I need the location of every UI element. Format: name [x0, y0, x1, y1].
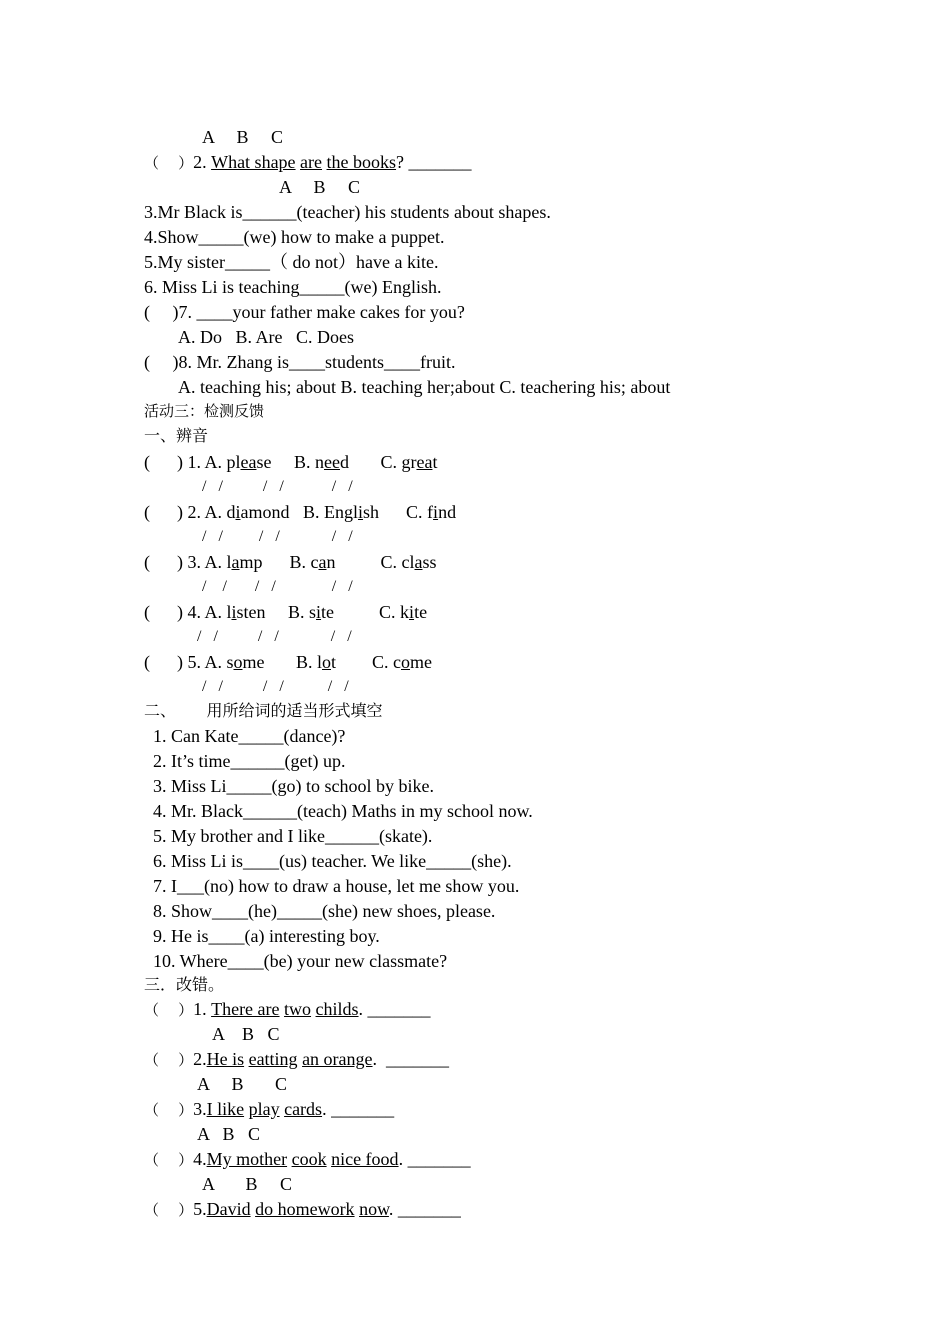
- fill-item-6: 6. Miss Li is____(us) teacher. We like_____(she).: [153, 851, 512, 871]
- underlined-segment: I like: [206, 1099, 245, 1119]
- fill-item-8: 8. Show____(he)_____(she) new shoes, please.: [153, 901, 496, 921]
- text-segment: me B. l: [242, 652, 322, 672]
- question-lead: ( ) 4. A. l: [144, 602, 232, 622]
- text-segment: ss: [422, 552, 437, 572]
- fill-item-3: 3. Miss Li_____(go) to school by bike.: [153, 776, 434, 796]
- choice-question-8: ( )8. Mr. Zhang is____students____fruit.: [144, 352, 456, 372]
- answer-paren: （ ）: [144, 1201, 194, 1219]
- options-abc: A B C: [197, 1124, 261, 1144]
- underlined-letters: o: [322, 652, 331, 672]
- underlined-segment: now: [359, 1199, 389, 1219]
- text-segment: 3.: [193, 1099, 207, 1119]
- phonetic-slashes: / / / / / /: [202, 578, 353, 595]
- underlined-letters: i: [316, 602, 322, 622]
- answer-paren: （ ）: [144, 1051, 194, 1069]
- text-segment: 5.: [193, 1199, 207, 1219]
- answer-paren: （ ）: [144, 154, 194, 172]
- text-segment: te: [414, 602, 428, 622]
- phonetic-slashes: / / / / / /: [202, 678, 349, 695]
- section-heading-2: 二、 用所给词的适当形式填空: [144, 701, 383, 720]
- fill-item-9: 9. He is____(a) interesting boy.: [153, 926, 380, 946]
- fill-item-4: 4. Mr. Black______(teach) Maths in my school now.: [153, 801, 533, 821]
- underlined-segment: childs: [315, 999, 359, 1019]
- text-segment: 2.: [193, 152, 212, 172]
- text-segment: sh C. f: [363, 502, 434, 522]
- text-segment: .: [322, 1099, 332, 1119]
- options-abc: A B C: [212, 1024, 280, 1044]
- activity-heading: 活动三：检测反馈: [144, 402, 265, 420]
- phonetic-slashes: / / / / / /: [202, 528, 353, 545]
- phonics-question-4: [144, 601, 427, 623]
- underlined-letters: o: [233, 652, 243, 672]
- choice-options-8: A. teaching his; about B. teaching her;about C. teachering his; about: [178, 377, 671, 397]
- choice-question-7: ( )7. ____your father make cakes for you?: [144, 302, 465, 322]
- text-segment: 2.: [193, 1049, 207, 1069]
- text-segment: _______: [386, 1049, 450, 1069]
- underlined-segment: eatting: [248, 1049, 298, 1069]
- underlined-letters: ea: [240, 452, 257, 472]
- phonics-question-3: [144, 551, 437, 573]
- question-lead: ( ) 1. A. pl: [144, 452, 241, 472]
- text-segment: .: [372, 1049, 387, 1069]
- phonetic-slashes: / / / / / /: [202, 478, 353, 495]
- text-segment: .: [398, 1149, 408, 1169]
- answer-paren: （ ）: [144, 1101, 194, 1119]
- error-item-5: [144, 1198, 461, 1221]
- text-segment: te C. k: [321, 602, 410, 622]
- text-segment: _______: [331, 1099, 395, 1119]
- error-item-3: [144, 1098, 394, 1121]
- text-segment: nd: [438, 502, 457, 522]
- underlined-letters: ee: [323, 452, 340, 472]
- underlined-letters: a: [414, 552, 423, 572]
- underlined-letters: i: [433, 502, 439, 522]
- underlined-segment: do homework: [255, 1199, 355, 1219]
- phonetic-slashes: / / / / / /: [197, 628, 352, 645]
- section-heading-1: 一、辨音: [144, 426, 209, 445]
- question-lead: ( ) 2. A. d: [144, 502, 236, 522]
- underlined-segment: an orange: [302, 1049, 373, 1069]
- options-abc: A B C: [202, 127, 284, 147]
- fill-question-3: 3.Mr Black is______(teacher) his students about shapes.: [144, 202, 551, 222]
- underlined-segment: two: [284, 999, 312, 1019]
- text-segment: t C. c: [331, 652, 401, 672]
- text-segment: _______: [407, 1149, 471, 1169]
- underlined-segment: are: [300, 152, 323, 172]
- underlined-letters: i: [235, 502, 241, 522]
- text-segment: se B. n: [256, 452, 324, 472]
- text-segment: n C. cl: [326, 552, 415, 572]
- question-lead: ( ) 5. A. s: [144, 652, 234, 672]
- underlined-letters: i: [231, 602, 237, 622]
- underlined-segment: nice food: [331, 1149, 399, 1169]
- underlined-segment: the books: [326, 152, 397, 172]
- error-item-1: [144, 998, 431, 1021]
- phonics-question-2: [144, 501, 456, 523]
- underlined-letters: o: [401, 652, 410, 672]
- fill-question-6: 6. Miss Li is teaching_____(we) English.: [144, 277, 442, 297]
- fill-item-10: 10. Where____(be) your new classmate?: [153, 951, 448, 971]
- text-segment: _______: [408, 152, 472, 172]
- underlined-letters: i: [358, 502, 364, 522]
- underlined-letters: ea: [416, 452, 433, 472]
- underlined-segment: What shape: [211, 152, 296, 172]
- fill-item-2: 2. It’s time______(get) up.: [153, 751, 346, 771]
- question-lead: ( ) 3. A. l: [144, 552, 232, 572]
- error-question-2: [144, 151, 472, 174]
- error-item-2: [144, 1048, 449, 1071]
- text-segment: 1.: [193, 999, 212, 1019]
- fill-item-5: 5. My brother and I like______(skate).: [153, 826, 433, 846]
- fill-item-7: 7. I___(no) how to draw a house, let me show you.: [153, 876, 520, 896]
- options-abc: A B C: [279, 177, 361, 197]
- text-segment: 4.: [193, 1149, 207, 1169]
- text-segment: _______: [367, 999, 431, 1019]
- phonics-question-5: [144, 651, 432, 673]
- underlined-segment: play: [248, 1099, 280, 1119]
- text-segment: .: [388, 1199, 398, 1219]
- text-segment: ?: [396, 152, 409, 172]
- phonics-question-1: [144, 451, 437, 473]
- section-heading-3: 三．改错。: [144, 975, 225, 994]
- text-segment: mp B. c: [239, 552, 319, 572]
- underlined-segment: cook: [291, 1149, 327, 1169]
- text-segment: _______: [397, 1199, 461, 1219]
- error-item-4: [144, 1148, 471, 1171]
- text-segment: me: [410, 652, 432, 672]
- options-abc: A B C: [197, 1074, 288, 1094]
- text-segment: .: [358, 999, 368, 1019]
- fill-item-1: 1. Can Kate_____(dance)?: [153, 726, 346, 746]
- text-segment: sten B. s: [236, 602, 317, 622]
- answer-paren: （ ）: [144, 1001, 194, 1019]
- underlined-letters: a: [318, 552, 327, 572]
- fill-question-4: 4.Show_____(we) how to make a puppet.: [144, 227, 445, 247]
- underlined-segment: There are: [211, 999, 280, 1019]
- underlined-segment: He is: [206, 1049, 245, 1069]
- options-abc: A B C: [202, 1174, 293, 1194]
- underlined-letters: i: [409, 602, 415, 622]
- underlined-letters: a: [231, 552, 240, 572]
- choice-options-7: A. Do B. Are C. Does: [178, 327, 354, 347]
- underlined-segment: My mother: [206, 1149, 288, 1169]
- text-segment: amond B. Engl: [240, 502, 359, 522]
- underlined-segment: David: [206, 1199, 251, 1219]
- underlined-segment: cards: [284, 1099, 323, 1119]
- fill-question-5: 5.My sister_____（ do not）have a kite.: [144, 252, 439, 272]
- text-segment: d C. gr: [339, 452, 417, 472]
- text-segment: t: [432, 452, 438, 472]
- answer-paren: （ ）: [144, 1151, 194, 1169]
